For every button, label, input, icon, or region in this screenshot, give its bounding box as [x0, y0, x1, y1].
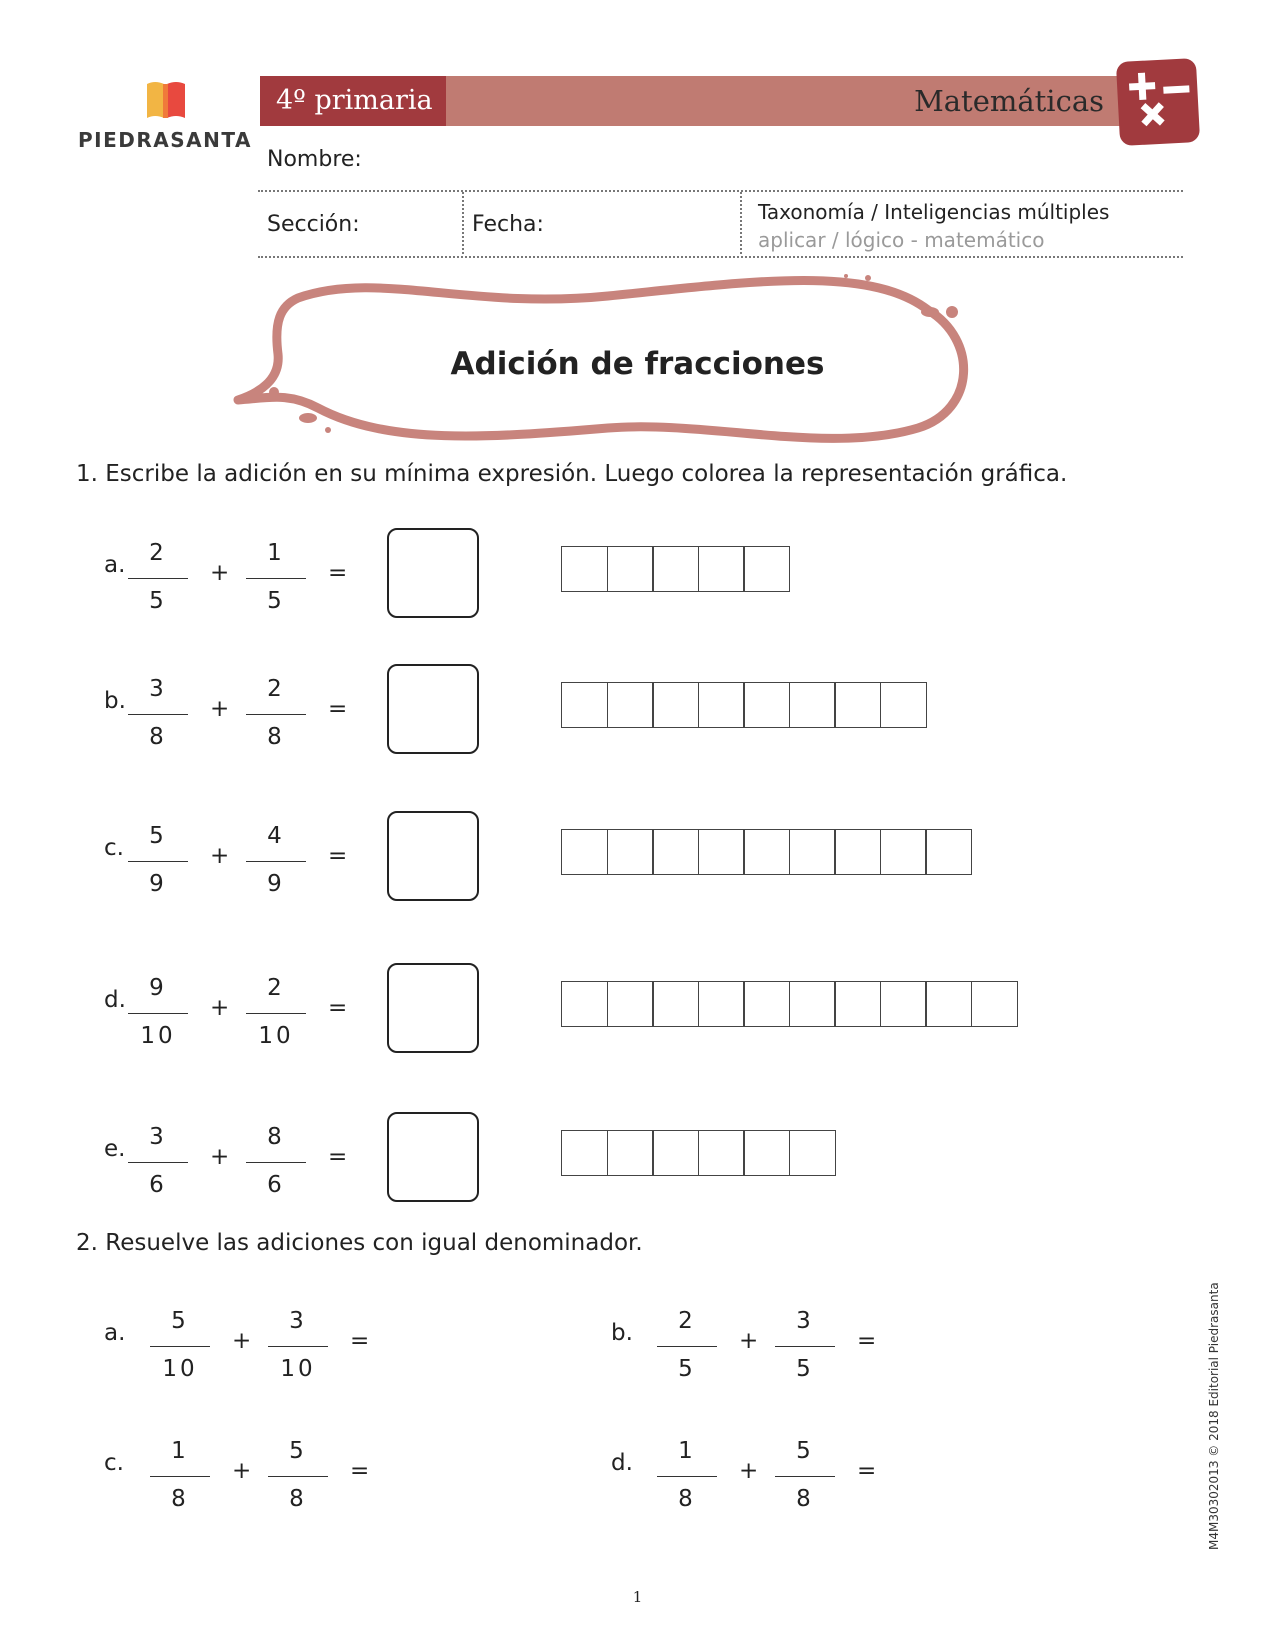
equals-sign: = — [328, 1144, 348, 1170]
fraction-1 — [128, 540, 188, 630]
numerator: 3 — [289, 1308, 307, 1334]
exercise-letter: a. — [104, 1320, 126, 1346]
plus-sign: + — [739, 1328, 759, 1354]
grid-cell[interactable] — [652, 546, 699, 592]
fraction-bar — [268, 1346, 328, 1347]
grid-cell[interactable] — [652, 1130, 699, 1176]
subject-title: Matemáticas — [914, 84, 1104, 118]
denominator: 5 — [678, 1356, 696, 1382]
denominator: 9 — [267, 871, 285, 897]
copyright-credit: M4M3030201З © 2018 Editorial Piedrasanta — [1207, 1282, 1221, 1550]
denominator: 9 — [149, 871, 167, 897]
grid-cell[interactable] — [925, 829, 972, 875]
grid-cell[interactable] — [698, 981, 745, 1027]
grid-cell[interactable] — [789, 829, 836, 875]
fraction-bar — [246, 1162, 306, 1163]
plus-sign: + — [739, 1458, 759, 1484]
exercise-letter: c. — [104, 835, 124, 861]
denominator: 10 — [162, 1356, 198, 1382]
divider — [258, 256, 1183, 258]
denominator: 6 — [149, 1172, 167, 1198]
fraction-2 — [246, 975, 306, 1065]
exercise-letter: d. — [104, 987, 126, 1013]
fraction-2 — [246, 676, 306, 766]
plus-sign: + — [210, 995, 230, 1021]
grid-cell[interactable] — [743, 981, 790, 1027]
denominator: 8 — [678, 1486, 696, 1512]
numerator: 2 — [149, 540, 167, 566]
fraction-bar — [657, 1346, 717, 1347]
answer-box[interactable] — [387, 664, 479, 754]
grid-cell[interactable] — [880, 981, 927, 1027]
denominator: 10 — [140, 1023, 176, 1049]
numerator: 2 — [267, 676, 285, 702]
grade-label: 4º primaria — [260, 76, 446, 126]
publisher-logo-text: PIEDRASANTA — [78, 128, 252, 152]
grid-cell[interactable] — [607, 546, 654, 592]
grid-cell[interactable] — [698, 1130, 745, 1176]
fraction-grid — [561, 981, 1016, 1027]
fraction-1 — [657, 1308, 717, 1398]
fraction-2 — [268, 1438, 328, 1528]
fraction-1 — [128, 975, 188, 1065]
numerator: 5 — [149, 823, 167, 849]
denominator: 5 — [796, 1356, 814, 1382]
fraction-grid — [561, 546, 789, 592]
numerator: 5 — [289, 1438, 307, 1464]
grid-cell[interactable] — [925, 981, 972, 1027]
grid-cell[interactable] — [607, 829, 654, 875]
fraction-2 — [246, 540, 306, 630]
fraction-bar — [128, 714, 188, 715]
denominator: 8 — [289, 1486, 307, 1512]
grid-cell[interactable] — [607, 981, 654, 1027]
equals-sign: = — [350, 1458, 370, 1484]
fraction-bar — [268, 1476, 328, 1477]
fraction-2 — [246, 1124, 306, 1214]
fraction-bar — [128, 1162, 188, 1163]
grid-cell[interactable] — [789, 682, 836, 728]
grid-cell[interactable] — [561, 1130, 608, 1176]
grid-cell[interactable] — [561, 981, 608, 1027]
fraction-bar — [128, 1013, 188, 1014]
numerator: 5 — [796, 1438, 814, 1464]
page-title: Adición de fracciones — [450, 346, 825, 382]
grid-cell[interactable] — [834, 829, 881, 875]
fraction-1 — [128, 1124, 188, 1214]
fraction-bar — [128, 861, 188, 862]
divider — [258, 190, 1183, 192]
numerator: 8 — [267, 1124, 285, 1150]
grid-cell[interactable] — [880, 682, 927, 728]
numerator: 3 — [796, 1308, 814, 1334]
equals-sign: = — [350, 1328, 370, 1354]
exercise-letter: e. — [104, 1136, 126, 1162]
nombre-label: Nombre: — [267, 147, 362, 172]
equals-sign: = — [328, 995, 348, 1021]
seccion-label: Sección: — [267, 212, 360, 237]
taxonomia-title: Taxonomía / Inteligencias múltiples — [758, 200, 1110, 224]
denominator: 8 — [171, 1486, 189, 1512]
numerator: 9 — [149, 975, 167, 1001]
math-operations-icon — [1116, 58, 1200, 146]
fraction-bar — [246, 861, 306, 862]
answer-box[interactable] — [387, 1112, 479, 1202]
grid-cell[interactable] — [561, 829, 608, 875]
plus-sign: + — [232, 1458, 252, 1484]
section-2-instruction: 2. Resuelve las adiciones con igual denominador. — [76, 1230, 643, 1256]
numerator: 4 — [267, 823, 285, 849]
plus-sign: + — [210, 560, 230, 586]
fraction-2 — [268, 1308, 328, 1398]
denominator: 10 — [280, 1356, 316, 1382]
grid-cell[interactable] — [743, 682, 790, 728]
denominator: 5 — [267, 588, 285, 614]
exercise-letter: b. — [104, 688, 126, 714]
grid-cell[interactable] — [834, 981, 881, 1027]
subject-bar — [446, 76, 1126, 126]
fraction-bar — [657, 1476, 717, 1477]
fraction-bar — [775, 1476, 835, 1477]
page-number: 1 — [632, 1588, 643, 1606]
grid-cell[interactable] — [789, 981, 836, 1027]
section-1-instruction: 1. Escribe la adición en su mínima expresión. Luego colorea la representación gráfica. — [76, 461, 1068, 487]
grid-cell[interactable] — [743, 829, 790, 875]
fraction-bar — [150, 1476, 210, 1477]
taxonomia-value: aplicar / lógico - matemático — [758, 228, 1045, 252]
denominator: 6 — [267, 1172, 285, 1198]
grid-cell[interactable] — [652, 981, 699, 1027]
fecha-label: Fecha: — [472, 212, 544, 237]
grid-cell[interactable] — [743, 1130, 790, 1176]
grid-cell[interactable] — [607, 1130, 654, 1176]
fraction-2 — [246, 823, 306, 913]
numerator: 2 — [267, 975, 285, 1001]
fraction-grid — [561, 829, 971, 875]
fraction-bar — [246, 1013, 306, 1014]
fraction-1 — [128, 823, 188, 913]
grid-cell[interactable] — [561, 682, 608, 728]
fraction-1 — [657, 1438, 717, 1528]
denominator: 10 — [258, 1023, 294, 1049]
answer-box[interactable] — [387, 528, 479, 618]
answer-box[interactable] — [387, 811, 479, 901]
grid-cell[interactable] — [652, 829, 699, 875]
divider — [462, 192, 464, 254]
exercise-letter: d. — [611, 1450, 633, 1476]
grid-cell[interactable] — [834, 682, 881, 728]
answer-box[interactable] — [387, 963, 479, 1053]
fraction-bar — [150, 1346, 210, 1347]
equals-sign: = — [328, 843, 348, 869]
plus-sign: + — [210, 843, 230, 869]
denominator: 5 — [149, 588, 167, 614]
exercise-letter: c. — [104, 1450, 124, 1476]
grid-cell[interactable] — [789, 1130, 836, 1176]
grid-cell[interactable] — [880, 829, 927, 875]
fraction-bar — [128, 578, 188, 579]
grid-cell[interactable] — [971, 981, 1018, 1027]
fraction-bar — [246, 714, 306, 715]
equals-sign: = — [857, 1328, 877, 1354]
denominator: 8 — [149, 724, 167, 750]
fraction-grid — [561, 1130, 834, 1176]
grid-cell[interactable] — [698, 829, 745, 875]
fraction-bar — [246, 578, 306, 579]
fraction-1 — [150, 1438, 210, 1528]
denominator: 8 — [267, 724, 285, 750]
grid-cell[interactable] — [607, 682, 654, 728]
grid-cell[interactable] — [698, 682, 745, 728]
grid-cell[interactable] — [561, 546, 608, 592]
fraction-bar — [775, 1346, 835, 1347]
piedrasanta-logo-icon — [145, 80, 187, 120]
fraction-1 — [128, 676, 188, 766]
fraction-2 — [775, 1308, 835, 1398]
numerator: 5 — [171, 1308, 189, 1334]
numerator: 1 — [678, 1438, 696, 1464]
plus-sign: + — [210, 696, 230, 722]
exercise-letter: a. — [104, 552, 126, 578]
equals-sign: = — [328, 696, 348, 722]
numerator: 3 — [149, 676, 167, 702]
exercise-letter: b. — [611, 1320, 633, 1346]
numerator: 1 — [171, 1438, 189, 1464]
numerator: 3 — [149, 1124, 167, 1150]
equals-sign: = — [857, 1458, 877, 1484]
grid-cell[interactable] — [652, 682, 699, 728]
numerator: 1 — [267, 540, 285, 566]
numerator: 2 — [678, 1308, 696, 1334]
grid-cell[interactable] — [698, 546, 745, 592]
denominator: 8 — [796, 1486, 814, 1512]
fraction-1 — [150, 1308, 210, 1398]
plus-sign: + — [210, 1144, 230, 1170]
fraction-2 — [775, 1438, 835, 1528]
plus-sign: + — [232, 1328, 252, 1354]
grid-cell[interactable] — [743, 546, 790, 592]
divider — [740, 192, 742, 254]
equals-sign: = — [328, 560, 348, 586]
fraction-grid — [561, 682, 925, 728]
